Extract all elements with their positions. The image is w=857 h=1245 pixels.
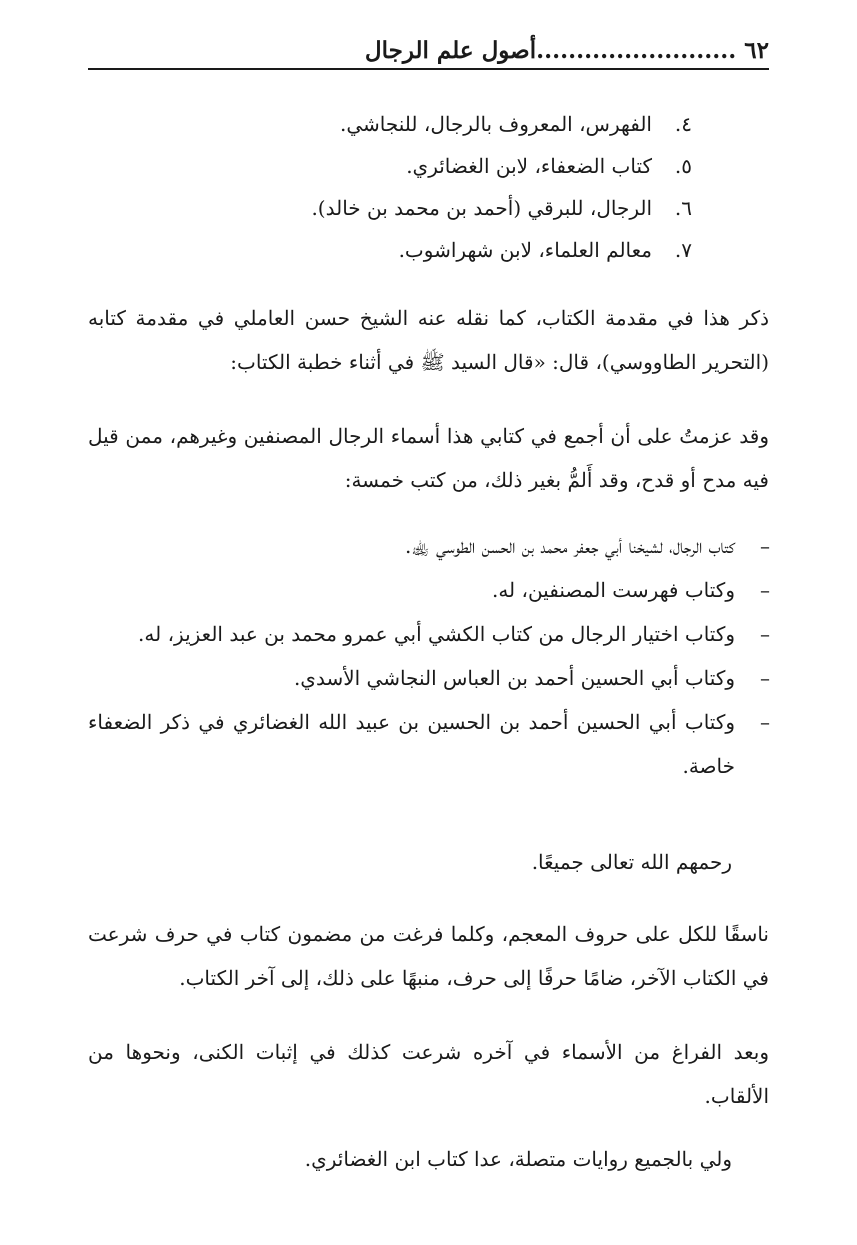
item-number: ٦. <box>674 196 692 220</box>
dash-item-text: وكتاب اختيار الرجال من كتاب الكشي أبي عمرو محمد بن عبد العزيز، له. <box>138 622 735 646</box>
list-item <box>311 187 692 229</box>
list-item <box>311 103 692 145</box>
dash-bullet: – <box>760 578 770 602</box>
dash-bullet: – <box>760 534 770 558</box>
dash-item-text: كتاب الرجال، لشيخنا أبي جعفر محمد بن الحسن الطوسي ﵀. <box>405 534 735 558</box>
paragraph-blessing: رحمهم الله تعالى جميعًا. <box>531 850 732 874</box>
item-number: ٧. <box>674 238 692 262</box>
paragraph-narrations: ولي بالجميع روايات متصلة، عدا كتاب ابن الغضائري. <box>304 1147 732 1171</box>
dash-item <box>88 568 770 612</box>
page-header <box>88 30 769 70</box>
dash-item-text: وكتاب أبي الحسين أحمد بن الحسين بن عبيد الله الغضائري في ذكر الضعفاء خاصة. <box>88 710 735 778</box>
item-number: ٥. <box>674 154 692 178</box>
dash-item <box>88 612 770 656</box>
dash-bullet: – <box>760 710 770 734</box>
dash-item <box>88 700 770 788</box>
item-text: كتاب الضعفاء، لابن الغضائري. <box>406 154 652 178</box>
item-number: ٤. <box>674 112 692 136</box>
dash-item <box>88 656 770 700</box>
list-item <box>311 145 692 187</box>
numbered-source-list <box>311 103 692 271</box>
item-text: معالم العلماء، لابن شهراشوب. <box>398 238 652 262</box>
paragraph-arrangement: ناسقًا للكل على حروف المعجم، وكلما فرغت من مضمون كتاب في حرف شرعت في الكتاب الآخر، ضامًا حرفًا إلى حرف، منبهًا على ذلك، إلى آخر الكتاب. <box>88 922 769 990</box>
header-rule <box>88 68 769 70</box>
paragraph-kunya: وبعد الفراغ من الأسماء في آخره شرعت كذلك في إثبات الكنى، ونحوها من الألقاب. <box>88 1040 769 1108</box>
list-item <box>311 229 692 271</box>
dash-item-text: وكتاب أبي الحسين أحمد بن العباس النجاشي الأسدي. <box>293 666 735 690</box>
paragraph-quote-start: وقد عزمتُ على أن أجمع في كتابي هذا أسماء الرجال المصنفين وغيرهم، ممن قيل فيه مدح أو قدح، وقد أَلمُّ بغير ذلك، من كتب خمسة: <box>88 424 769 492</box>
dash-item <box>88 524 770 568</box>
item-text: الفهرس، المعروف بالرجال، للنجاشي. <box>339 112 652 136</box>
dash-item-text: وكتاب فهرست المصنفين، له. <box>491 578 735 602</box>
five-books-list <box>88 524 770 788</box>
item-text: الرجال، للبرقي (أحمد بن محمد بن خالد). <box>311 196 652 220</box>
paragraph-intro: ذكر هذا في مقدمة الكتاب، كما نقله عنه الشيخ حسن العاملي في مقدمة كتابه (التحرير الطاووسي)، قال: «قال السيد ﷺ في أثناء خطبة الكتاب: <box>88 306 769 374</box>
dash-bullet: – <box>760 622 770 646</box>
running-head: ٦٢ .........................أصول علم الرجال <box>364 37 769 64</box>
dash-bullet: – <box>760 666 770 690</box>
